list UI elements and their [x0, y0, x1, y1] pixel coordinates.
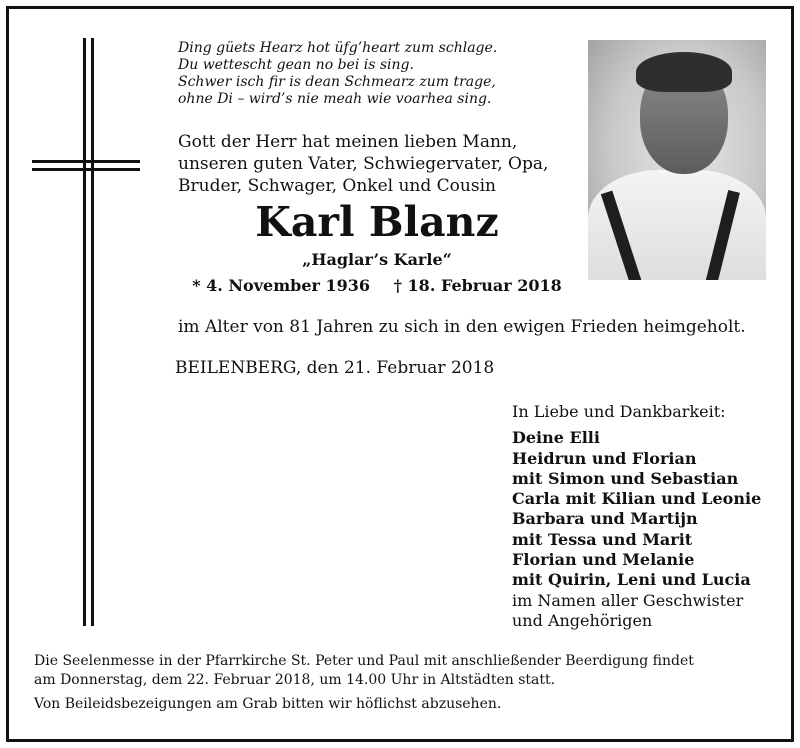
intro-line: Bruder, Schwager, Onkel und Cousin [178, 176, 496, 196]
life-dates [170, 276, 584, 296]
footer-notice [34, 652, 774, 714]
intro-text [178, 131, 548, 197]
birth-date: * 4. November 1936 [192, 276, 371, 295]
poem-line: Schwer isch fir is dean Schmearz zum trage, [178, 74, 496, 90]
mass-line: Die Seelenmesse in der Pfarrkirche St. Peter und Paul mit anschließender Beerdigung findet [34, 653, 694, 669]
mourners-closing: und Angehörigen [512, 610, 653, 630]
portrait-photo [588, 40, 766, 280]
mourner-name: Heidrun und Florian [512, 448, 697, 468]
mourner-name: Carla mit Kilian und Leonie [512, 489, 762, 509]
death-date: † 18. Februar 2018 [393, 276, 562, 295]
intro-line: Gott der Herr hat meinen lieben Mann, [178, 132, 518, 152]
poem-line: Ding güets Hearz hot üfg’heart zum schlage. [178, 40, 498, 56]
place-date: BEILENBERG, den 21. Februar 2018 [175, 358, 495, 378]
mourner-name: Deine Elli [512, 428, 600, 448]
poem-line: ohne Di – wird’s nie meah wie voarhea sing. [178, 91, 492, 107]
age-line: im Alter von 81 Jahren zu sich in den ewigen Frieden heimgeholt. [178, 317, 746, 337]
mourners-lead: In Liebe und Dankbarkeit: [512, 402, 726, 421]
mourner-name: Florian und Melanie [512, 550, 695, 570]
mourners-closing: im Namen aller Geschwister [512, 590, 744, 610]
cross-icon [32, 38, 142, 628]
mourner-name: mit Quirin, Leni und Lucia [512, 570, 751, 590]
poem-line: Du wettescht gean no bei is sing. [178, 57, 414, 73]
poem [178, 40, 497, 108]
mourner-name: Barbara und Martijn [512, 509, 698, 529]
mourners-list [512, 402, 761, 631]
mourner-name: mit Simon und Sebastian [512, 468, 739, 488]
mourner-name: mit Tessa und Marit [512, 529, 693, 549]
mass-line: am Donnerstag, dem 22. Februar 2018, um 14.00 Uhr in Altstädten statt. [34, 672, 556, 688]
intro-line: unseren guten Vater, Schwiegervater, Opa, [178, 154, 549, 174]
deceased-name: Karl Blanz [255, 198, 499, 246]
deceased-nickname: „Haglar’s Karle“ [302, 250, 452, 269]
condolence-note: Von Beileidsbezeigungen am Grab bitten wir höflichst abzusehen. [34, 696, 502, 712]
